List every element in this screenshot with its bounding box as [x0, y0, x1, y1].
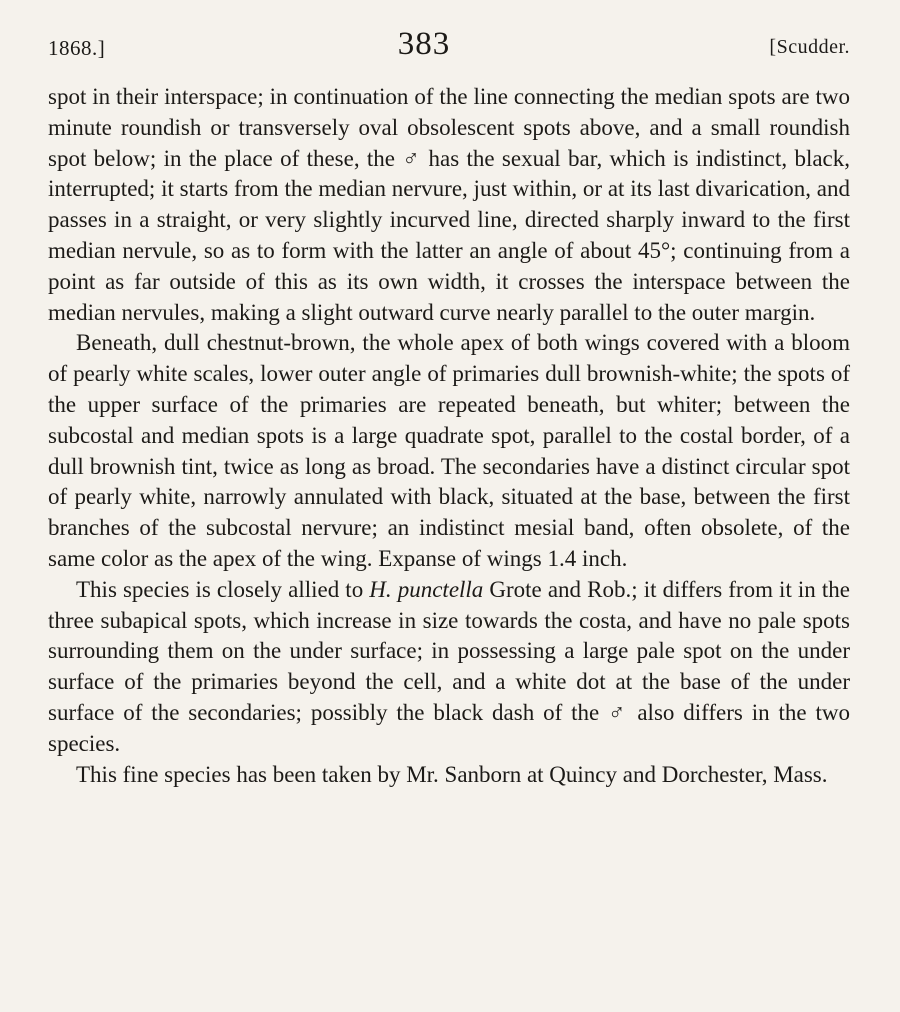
- header-author: [Scudder.: [769, 36, 850, 58]
- male-symbol: ♂: [402, 145, 422, 171]
- paragraph-3: [48, 575, 850, 760]
- paragraph-1-text-b: has the sexual bar, which is indistinct, black, interrupted; it starts from the median nervure, just within, or at its last divarication, and passes in a straight, or very slightly incurved line, directed sharply inward to the first median nervule, so as to form with the latter an angle of about 45°; continuing from a point as far outside of this as its own width, it crosses the interspace between the median nervules, making a slight outward curve nearly parallel to the outer margin.: [48, 145, 850, 325]
- paragraph-3-text-a: This species is closely allied to: [76, 576, 370, 602]
- paragraph-1-text-a: spot in their interspace; in continuation of the line connecting the median spots are two minute roundish or transversely oval obsolescent spots above, and a small roundish spot below; in the place of these, the: [48, 84, 850, 171]
- male-symbol: ♂: [608, 699, 629, 725]
- paragraph-4-text: This fine species has been taken by Mr. Sanborn at Quincy and Dorchester, Mass.: [76, 761, 828, 787]
- paragraph-4: [48, 760, 850, 791]
- taxon-name: H. punctella: [369, 576, 484, 602]
- page-number: 383: [397, 26, 451, 62]
- paragraph-2-text: Beneath, dull chestnut-brown, the whole apex of both wings covered with a bloom of pearly white scales, lower outer angle of primaries dull brownish-white; the spots of the upper surface of the primaries are repeated beneath, but whiter; between the subcostal and median spots is a large quadrate spot, parallel to the costal border, of a dull brownish tint, twice as long as broad. The secondaries have a distinct circular spot of pearly white, narrowly annulated with black, situated at the base, between the first branches of the subcostal nervure; an indistinct mesial band, often obsolete, of the same color as the apex of the wing. Expanse of wings 1.4 inch.: [48, 330, 850, 571]
- header-year: 1868.]: [48, 36, 106, 60]
- paragraph-3-text-c: also differs in the two species.: [48, 699, 850, 756]
- paragraph-3-text-b: Grote and Rob.; it differs from it in the three subapical spots, which increase in size towards the costa, and have no pale spots surrounding them on the under surface; in possessing a large pale spot on the under surface of the primaries beyond the cell, and a white dot at the base of the under surface of the secondaries; possibly the black dash of the: [48, 576, 850, 725]
- body-text: [48, 82, 850, 790]
- running-head: [48, 26, 850, 82]
- paragraph-2: [48, 328, 850, 574]
- paragraph-1: [48, 82, 850, 328]
